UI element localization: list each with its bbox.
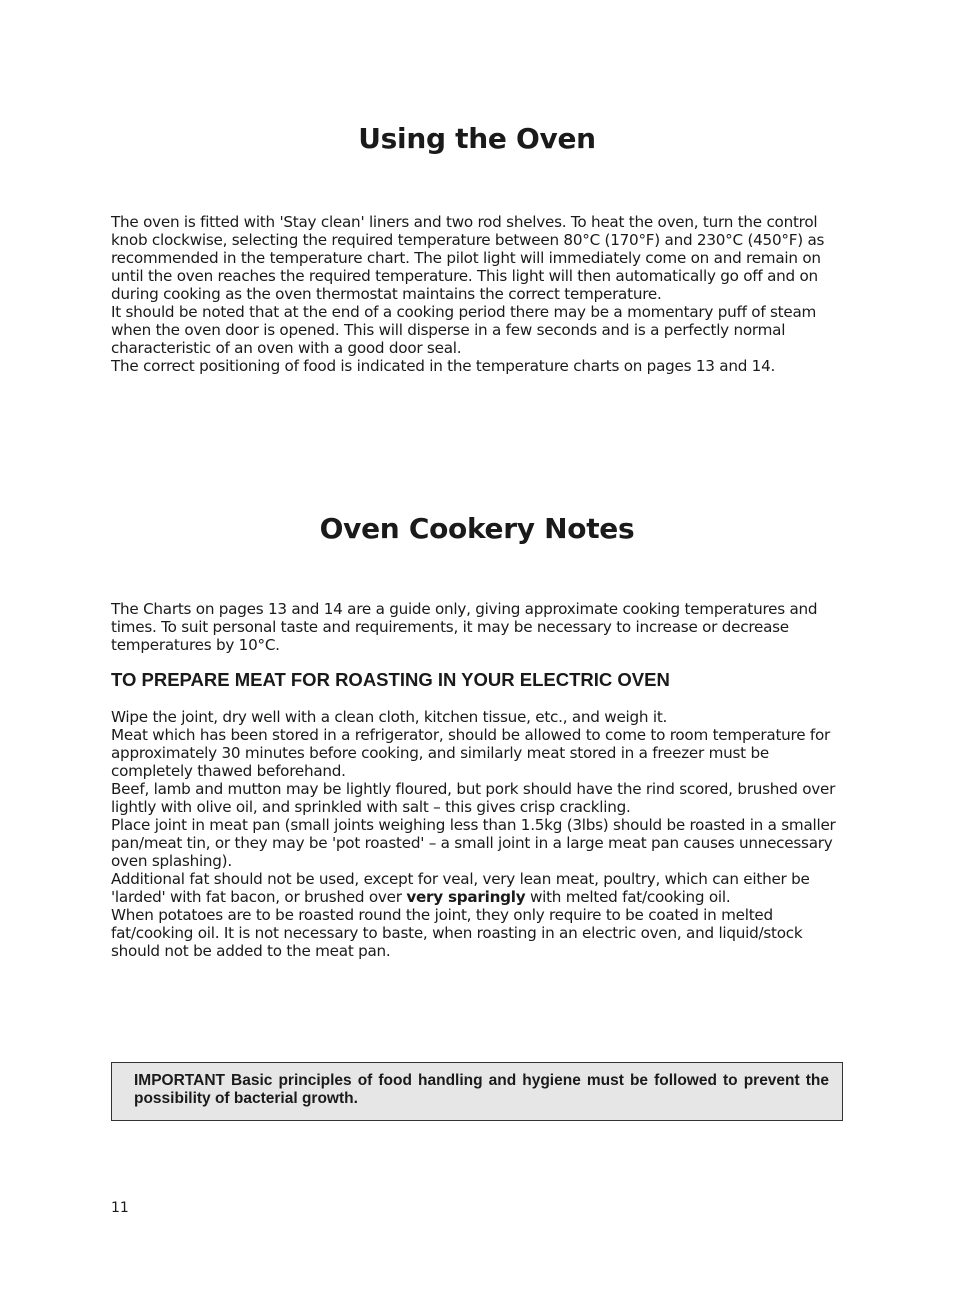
page-number: 11 (111, 1200, 129, 1216)
roasting-instructions (111, 708, 851, 960)
paragraph: Meat which has been stored in a refrigerator, should be allowed to come to room temperature for approximately 30 minutes before cooking, and similarly meat stored in a freezer must be completely thawed beforehand. (111, 726, 831, 780)
section-title-using-oven: Using the Oven (358, 122, 596, 155)
paragraph: Wipe the joint, dry well with a clean cloth, kitchen tissue, etc., and weigh it. (111, 708, 668, 726)
roasting-subheading: TO PREPARE MEAT FOR ROASTING IN YOUR ELECTRIC OVEN (111, 669, 670, 690)
important-notice-box (111, 1062, 843, 1121)
paragraph: The correct positioning of food is indicated in the temperature charts on pages 13 and 14. (111, 357, 776, 375)
paragraph: The Charts on pages 13 and 14 are a guide only, giving approximate cooking temperatures and times. To suit personal taste and requirements, it may be necessary to increase or decrease temperatures by 10°C. (111, 600, 818, 654)
paragraph: When potatoes are to be roasted round the joint, they only require to be coated in melted fat/cooking oil. It is not necessary to baste, when roasting in an electric oven, and liquid/stock should not be added to the meat pan. (111, 906, 803, 960)
emphasis-very-sparingly: very sparingly (406, 888, 526, 906)
paragraph: Place joint in meat pan (small joints weighing less than 1.5kg (3lbs) should be roasted in a smaller pan/meat tin, or they may be 'pot roasted' – a small joint in a large meat pan causes unnecessary oven splashing). (111, 816, 836, 870)
section-title-cookery-notes: Oven Cookery Notes (319, 512, 635, 545)
paragraph-text: Additional fat should not be used, except for veal, very lean meat, poultry, which can either be 'larded' with fat bacon, or brushed over (111, 870, 810, 906)
using-oven-text (111, 213, 851, 375)
paragraph: Beef, lamb and mutton may be lightly floured, but pork should have the rind scored, brushed over lightly with olive oil, and sprinkled with salt – this gives crisp crackling. (111, 780, 836, 816)
important-notice-text: IMPORTANT Basic principles of food handling and hygiene must be followed to prevent the possibility of bacterial growth. (134, 1072, 829, 1107)
cookery-notes-intro (111, 600, 851, 654)
paragraph: The oven is fitted with 'Stay clean' liners and two rod shelves. To heat the oven, turn the control knob clockwise, selecting the required temperature between 80°C (170°F) and 230°C (450°F) as recommended in the temperature chart. The pilot light will immediately come on and remain on until the oven reaches the required temperature. This light will then automatically go off and on during cooking as the oven thermostat maintains the correct temperature. (111, 213, 825, 303)
paragraph (111, 870, 851, 906)
paragraph: It should be noted that at the end of a cooking period there may be a momentary puff of steam when the oven door is opened. This will disperse in a few seconds and is a perfectly normal characteristic of an oven with a good door seal. (111, 303, 817, 357)
paragraph-text: with melted fat/cooking oil. (525, 888, 731, 906)
